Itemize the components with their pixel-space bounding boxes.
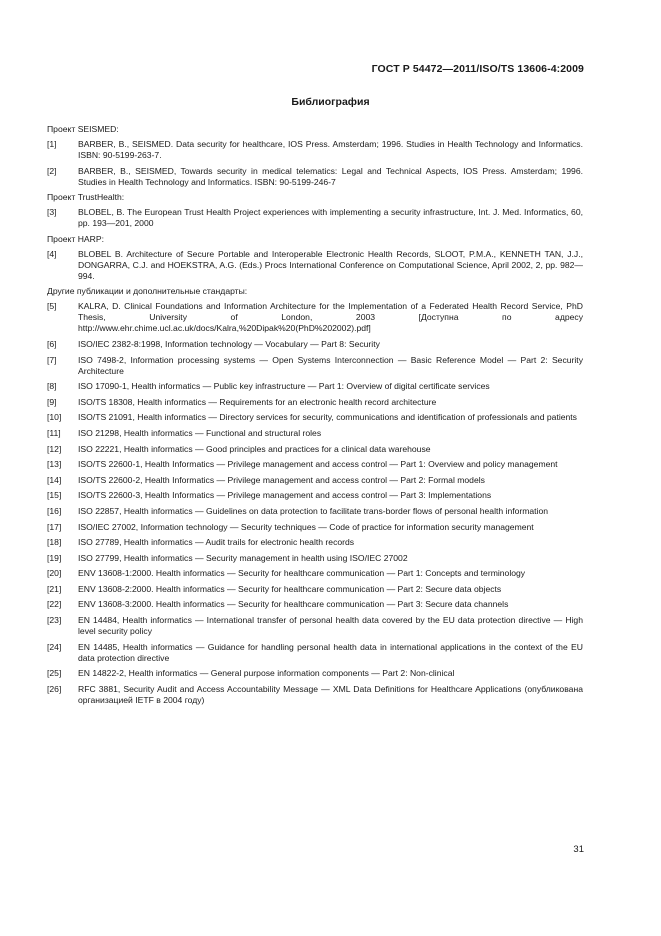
reference-text: BARBER, B., SEISMED, Towards security in medical telematics: Legal and Technical Aspects, IOS Press. Amsterdam; 1996. Studies in Health Technology and Informatics. ISBN: 90-5199-246-7 bbox=[78, 165, 583, 187]
reference-item bbox=[47, 397, 583, 408]
reference-item bbox=[47, 444, 583, 455]
reference-text: ISO 27789, Health informatics — Audit trails for electronic health records bbox=[78, 537, 355, 548]
reference-number: [11] bbox=[47, 427, 61, 438]
reference-item bbox=[47, 339, 583, 350]
reference-item bbox=[47, 537, 583, 548]
reference-group bbox=[47, 192, 583, 229]
reference-number: [25] bbox=[47, 668, 62, 679]
bibliography-list bbox=[47, 124, 583, 710]
reference-number: [12] bbox=[47, 443, 62, 454]
reference-text: ISO 22857, Health informatics — Guidelines on data protection to facilitate trans-border flows of personal health information bbox=[78, 505, 549, 516]
reference-item bbox=[47, 553, 583, 564]
reference-item bbox=[47, 684, 583, 706]
reference-item bbox=[47, 428, 583, 439]
group-heading: Другие публикации и дополнительные стандарты: bbox=[47, 286, 248, 297]
reference-text: ISO 21298, Health informatics — Functional and structural roles bbox=[78, 427, 322, 438]
reference-item bbox=[47, 355, 583, 377]
reference-text: ENV 13608-3:2000. Health informatics — Security for healthcare communication — Part 3: Secure data channels bbox=[78, 599, 509, 610]
reference-item bbox=[47, 568, 583, 579]
reference-number: [21] bbox=[47, 583, 62, 594]
page-title: Библиография bbox=[291, 96, 370, 108]
reference-item bbox=[47, 668, 583, 679]
reference-text: ISO/IEC 2382-8:1998, Information technology — Vocabulary — Part 8: Security bbox=[78, 338, 380, 349]
group-heading: Проект HARP: bbox=[47, 233, 104, 244]
reference-text: EN 14485, Health informatics — Guidance for handling personal health data in international applications in the context of the EU data protection directive bbox=[78, 641, 583, 663]
reference-item bbox=[47, 490, 583, 501]
reference-text: RFC 3881, Security Audit and Access Accountability Message — XML Data Definitions for Healthcare Applications (опубликована организацией IETF в 2004 году) bbox=[78, 683, 583, 705]
reference-text: ISO 17090-1, Health informatics — Public key infrastructure — Part 1: Overview of digital certificate services bbox=[78, 381, 490, 392]
reference-item bbox=[47, 599, 583, 610]
document-header: ГОСТ Р 54472—2011/ISO/TS 13606-4:2009 bbox=[371, 63, 584, 75]
reference-item bbox=[47, 642, 583, 664]
reference-group bbox=[47, 124, 583, 188]
group-heading: Проект TrustHealth: bbox=[47, 192, 125, 203]
reference-item bbox=[47, 522, 583, 533]
reference-item bbox=[47, 475, 583, 486]
reference-text: BLOBEL, B. The European Trust Health Project experiences with implementing a security infrastructure, Int. J. Med. Informatics, 60, pp. 193—201, 2000 bbox=[78, 207, 583, 229]
reference-item bbox=[47, 301, 583, 334]
reference-number: [4] bbox=[47, 248, 57, 259]
reference-number: [20] bbox=[47, 568, 62, 579]
reference-number: [6] bbox=[47, 338, 57, 349]
group-heading: Проект SEISMED: bbox=[47, 124, 119, 134]
reference-number: [23] bbox=[47, 615, 62, 626]
reference-text: ISO/TS 22600-1, Health Informatics — Privilege management and access control — Part 1: Overview and policy management bbox=[78, 459, 558, 470]
page-number: 31 bbox=[573, 844, 584, 855]
reference-number: [1] bbox=[47, 139, 57, 149]
reference-text: KALRA, D. Clinical Foundations and Information Architecture for the Implementation of a Federated Health Record Service, PhD Thesis, University of London, 2003 [Доступна по адресу http://www.ehr.chime.ucl.ac.uk/docs/Kalra,%20Dipak%20(PhD%202002).pdf] bbox=[78, 301, 583, 334]
reference-text: ENV 13608-2:2000. Health informatics — Security for healthcare communication — Part 2: Secure data objects bbox=[78, 583, 502, 594]
reference-item bbox=[47, 381, 583, 392]
reference-item bbox=[47, 249, 583, 282]
reference-item bbox=[47, 166, 583, 188]
reference-number: [13] bbox=[47, 459, 62, 470]
reference-text: ISO 27799, Health informatics — Security management in health using ISO/IEC 27002 bbox=[78, 552, 408, 563]
reference-text: ENV 13608-1:2000. Health informatics — Security for healthcare communication — Part 1: Concepts and terminology bbox=[78, 568, 526, 579]
reference-text: ISO/TS 18308, Health informatics — Requirements for an electronic health record architecture bbox=[78, 396, 437, 407]
reference-number: [2] bbox=[47, 165, 57, 176]
reference-number: [15] bbox=[47, 490, 62, 501]
reference-item bbox=[47, 412, 583, 423]
reference-number: [16] bbox=[47, 505, 62, 516]
reference-item bbox=[47, 459, 583, 470]
reference-number: [5] bbox=[47, 301, 57, 312]
reference-text: EN 14822-2, Health informatics — General purpose information components — Part 2: Non-clinical bbox=[78, 668, 455, 679]
reference-number: [18] bbox=[47, 537, 62, 548]
reference-text: BARBER, B., SEISMED. Data security for healthcare, IOS Press. Amsterdam; 1996. Studies in Health Technology and Informatics. ISBN: 90-5199-263-7. bbox=[78, 139, 583, 160]
reference-item bbox=[47, 615, 583, 637]
reference-number: [8] bbox=[47, 381, 57, 392]
reference-number: [10] bbox=[47, 412, 62, 423]
reference-item bbox=[47, 139, 583, 161]
reference-number: [9] bbox=[47, 396, 57, 407]
reference-number: [17] bbox=[47, 521, 62, 532]
reference-text: ISO/TS 21091, Health informatics — Directory services for security, communications and identification of professionals and patients bbox=[78, 412, 577, 423]
reference-number: [14] bbox=[47, 474, 62, 485]
reference-item bbox=[47, 584, 583, 595]
reference-number: [22] bbox=[47, 599, 62, 610]
reference-number: [3] bbox=[47, 207, 57, 218]
reference-text: BLOBEL B. Architecture of Secure Portable and Interoperable Electronic Health Records, SLOOT, P.M.A., KENNETH TAN, J.J., DONGARRA, C.J. and HOEKSTRA, A.G. (Eds.) Procs International Conference on Computational Science, April 2002, 2, pp. 982—994. bbox=[78, 248, 583, 281]
reference-number: [26] bbox=[47, 683, 62, 694]
reference-text: EN 14484, Health informatics — International transfer of personal health data covered by the EU data protection directive — High level security policy bbox=[78, 615, 583, 637]
reference-group bbox=[47, 286, 583, 705]
reference-number: [19] bbox=[47, 552, 62, 563]
reference-text: ISO/IEC 27002, Information technology — Security techniques — Code of practice for information security management bbox=[78, 521, 534, 532]
reference-item bbox=[47, 207, 583, 229]
reference-number: [24] bbox=[47, 641, 62, 652]
reference-text: ISO 22221, Health informatics — Good principles and practices for a clinical data warehouse bbox=[78, 443, 431, 454]
reference-text: ISO 7498-2, Information processing systems — Open Systems Interconnection — Basic Reference Model — Part 2: Security Architecture bbox=[78, 354, 583, 376]
reference-text: ISO/TS 22600-2, Health Informatics — Privilege management and access control — Part 2: Formal models bbox=[78, 474, 485, 485]
reference-group bbox=[47, 234, 583, 282]
reference-number: [7] bbox=[47, 354, 57, 365]
reference-text: ISO/TS 22600-3, Health Informatics — Privilege management and access control — Part 3: Implementations bbox=[78, 490, 492, 501]
reference-item bbox=[47, 506, 583, 517]
